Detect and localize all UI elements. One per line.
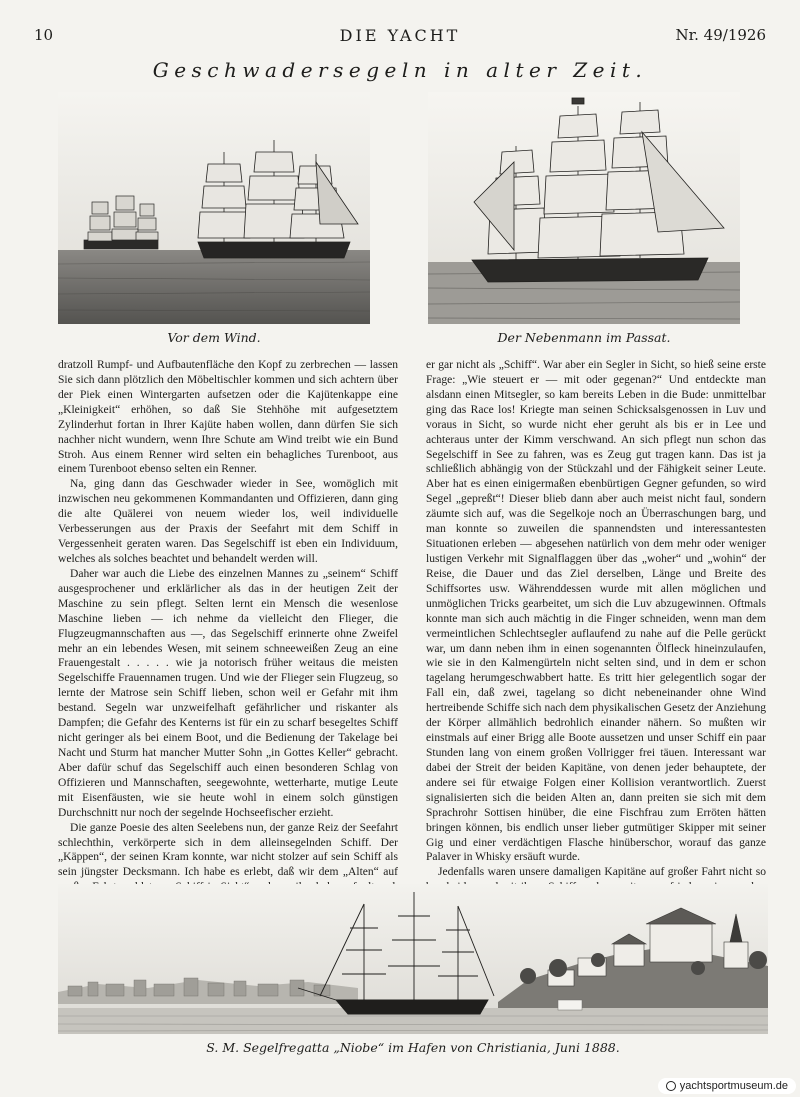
paragraph: Die ganze Poesie des alten Seelebens nun, der ganze Reiz der Seefahrt schlechthin, verkörperte sich in dem alleinsegelnden Schiff. Der „Käppen“, der seinen Kram konnte, war nicht stolzer auf sein Schiff als sein jüngster Decksmann. Ich habe es erlebt, daß wir dem „Alten“ auf bbox=[58, 821, 398, 879]
paragraph: er gar nicht als „Schiff“. War aber ein Segler in Sicht, so hieß seine erste Frage: „Wie steuert er — mit oder gegenan?“ Und entdeckte man alsdann einen Mitsegler, so kam bereits Leben in die Bude: unmittelbar ging das Race los! Kriegte man seinen Schicksalsgenossen in Luv und voraus in Sicht, so wurde nicht eher geruht als bis er in Lee und achteraus unter der Kimm verschwand. An sich pflegt nun schon das Segelschiff in See zu fahren, was es Zeug gut tragen kann. Das ist ja schließlich abhängig von der Stückzahl und der Fähigkeit seiner Leute. Aber hat es einen einigermaßen ebenbürtigen Gegner gefunden, so wird Segel „gepreßt“! Dieser blieb dann aber auch meist nicht faul, sondern zäumte sich auf, was die Segelkoje noch an Überraschungen barg, und man konnte so zuweilen die spannendsten und interessantesten Situationen erleben — abgesehen natürlich von dem mehr oder weniger lustigen Verkehr mit Signalflaggen über das „woher“ und „wohin“ der Reise, die Dauer und das Ziel derselben, Länge und Breite des Schiffsortes usw. Währenddessen wurde mit allen möglichen und unmöglichen Tricks gearbeitet, um sich die Luv abzugewinnen. Oftmals konnte man sich auch mächtig in die Finger schneiden, wenn man dem vermeintlichen Schlechtsegler auflaufend zu nahe auf die Pelle gerückt war, um dann neben ihm in einen sogenannten Ölfleck hineinzulaufen, wie sie in den Kalmengürteln nicht selten sind, und in dem er schon tagelang herumgeschwabbert hatte. Es tritt hier gelegentlich sogar der Fall ein, daß zwei, tagelang so dicht nebeneinander ohne Wind hertreibende Schiffe sich nach dem physikalischen Gesetz der Anziehung der Körper allmählich bedrohlich einander nähern. So mußten wir einstmals auf einer Brigg alle Boote aussetzen und unser Schiff ein paar Stunden lang von einem großen Vollrigger frei täuen. Interessant war dabei der Streit der beiden Kapitäne, von denen jeder behauptete, der andere sei für etwaige Folgen einer Kollision verantwortlich. Zuerst signalisierten sich die beiden Alten an, dann preiten sie sich mit dem Sprachrohr Sottisen hinüber, die eine Fischfrau zum Erröten hätten bringen können, bis endlich unser lieber gutmütiger Skipper mit seiner Gig und einer verdächtigen Flasche hinüberschor, worauf das ganze Palaver in Whisky ersäuft wurde. bbox=[426, 359, 766, 864]
harbour-illustration bbox=[58, 884, 768, 1034]
copyright-icon bbox=[666, 1081, 676, 1091]
caption-right: Der Nebenmann im Passat. bbox=[497, 330, 671, 345]
site-watermark bbox=[658, 1078, 796, 1094]
paragraph: dratzoll Rumpf- und Aufbautenfläche den Kopf zu zerbrechen — lassen Sie sich dann plötzlich den Möbeltischler kommen und sich achtern über der Piek einen Wintergarten aufsetzen oder die Kajütenkappe eine „Kleinigkeit“ erhöhen, so daß Sie Stehhöhe mit aufgesetztem Zylinderhut fortan in Ihrer Kajüte haben wollen, dann dürfen Sie sich nachher nicht wundern, wenn Ihre Schute am Wind treibt wie ein Bund Stroh. Aus einem Renner wird selten ein behagliches Turenboot, aus einem Turenboot ebenso selten ein Renner. bbox=[58, 359, 398, 476]
article-right-column bbox=[426, 358, 766, 925]
photo-niobe-christiania bbox=[58, 884, 768, 1034]
page-number: 10 bbox=[34, 26, 54, 44]
paragraph: Jedenfalls waren unsere damaligen Kapitäne auf großer Fahrt nicht so bbox=[438, 866, 766, 879]
article-headline: Geschwadersegeln in alter Zeit. bbox=[152, 58, 648, 82]
distant-ship bbox=[84, 196, 158, 249]
caption-bottom: S. M. Segelfregatta „Niobe“ im Hafen von Christiania, Juni 1888. bbox=[206, 1040, 620, 1055]
photo-nebenmann-im-passat bbox=[428, 92, 740, 324]
watermark-text: yachtsportmuseum.de bbox=[679, 1080, 788, 1092]
photo-vor-dem-wind bbox=[58, 92, 370, 324]
paragraph: Daher war auch die Liebe des einzelnen Mannes zu „seinem“ Schiff ausgesprochener und erklärlicher als das in der heutigen Zeit der Maschine zu sein pflegt. Selten lernt ein Mensch die wesenlose Maschine lieben — ich nehme da vielleicht den Flieger, die Flugzeugmannschaften aus —, das Segelschiff erinnerte ohne Zweifel mehr an ein lebendes Wesen, mit seinem schneeweißen Zeug an eine Frauengestalt . . . . . wie ja notorisch früher weitaus die meisten Segelschiffe Frauennamen trugen. Und wie der Flieger sein Flugzeug, so lernte der Matrose sein Schiff lieben, schon weil er Gefahr mit ihm bestand. Segeln war unzweifelhaft gefährlicher und riskanter als Dampfen; die Gefahr des Kenterns ist für ein zu scharf besegeltes Schiff nicht geringer als bei einem Boot, und die Bedienung der Takelage bei Nacht und Sturm hat mancher Mutter Sohn „in Gottes Keller“ gebracht. Aber dafür schuf das Segelschiff auch einen besonderen Schlag von Offizieren und Mannschaften, seegewohnte, wetterharte, mutige Leute mit Eisenfäusten, wie sie heute wohl in einem solch günstigen Durchschnitt nur noch der segelnde Hochseefischer erzieht. bbox=[58, 567, 398, 819]
issue-number: Nr. 49/1926 bbox=[675, 26, 766, 44]
magazine-title: DIE YACHT bbox=[339, 26, 461, 45]
ship-illustration bbox=[428, 92, 740, 324]
ships-illustration bbox=[58, 92, 370, 324]
caption-left: Vor dem Wind. bbox=[167, 330, 261, 345]
page-header bbox=[34, 26, 766, 50]
article-left-column bbox=[58, 358, 398, 925]
paragraph: Na, ging dann das Geschwader wieder in See, womöglich mit inzwischen neu gekommenen Kommandanten und Offizieren, dann ging die alte Quälerei von neuem wieder los, weil individuelle Verbesserungen aus der Praxis der Seefahrt mit dem Schiff in Vergessenheit geraten waren. Das Segelschiff ist eben ein Individuum, welches als solches beachtet und behandelt werden will. bbox=[58, 478, 398, 565]
